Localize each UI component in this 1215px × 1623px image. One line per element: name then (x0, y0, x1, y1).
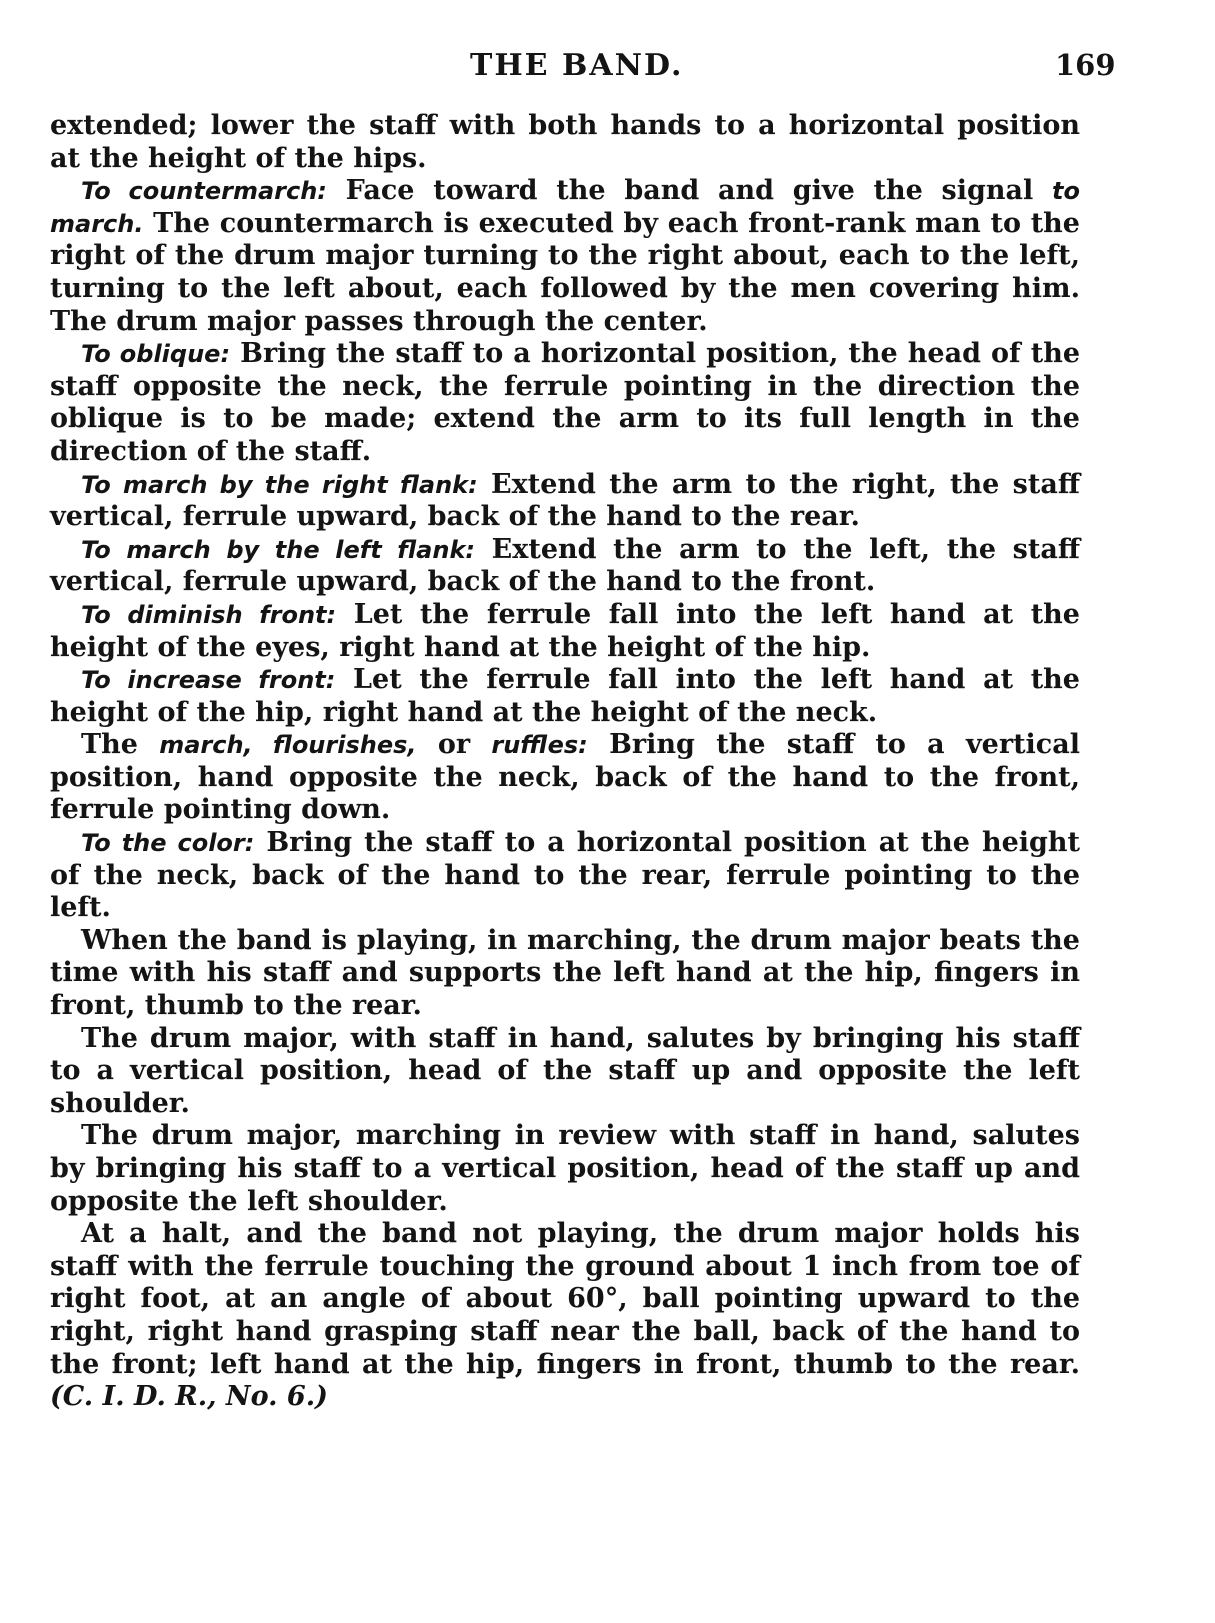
running-title: THE BAND. (470, 48, 684, 83)
paragraph-text: Let the ferrule fall into the left hand at the height of the hip, right hand at the height of the neck. (50, 664, 1080, 728)
command-inline: ruffles: (491, 731, 588, 760)
paragraph-halt (50, 1218, 1080, 1414)
paragraph-text: Face toward the band and give the signal (326, 175, 1053, 207)
paragraph-continued (50, 110, 1080, 175)
command-lead: To increase front: (81, 666, 336, 695)
command-inline: march, flourishes, (159, 731, 417, 760)
paragraph-text: Extend the arm to the left, the staff vertical, ferrule upward, back of the hand to the front. (50, 533, 1080, 598)
command-lead: To the color: (81, 829, 255, 858)
paragraph-flourishes (50, 729, 1080, 827)
paragraph-text: The drum major, marching in review with staff in hand, salutes by bringing his staff to a vertical position, head of the staff up and opposite the left shoulder. (50, 1120, 1080, 1217)
paragraph-beating-time (50, 925, 1080, 1023)
paragraph-text: extended; lower the staff with both hands to a horizontal position at the height of the hips. (50, 110, 1080, 174)
page-header (0, 48, 1215, 84)
paragraph-text: The drum major, with staff in hand, salutes by bringing his staff to a vertical position, head of the staff up and opposite the left shoulder. (50, 1022, 1080, 1119)
paragraph-text: At a halt, and the band not playing, the drum major holds his staff with the ferrule touching the ground about 1 inch from toe of right foot, at an angle of about 60°, ball pointing upward to the right, right hand grasping staff near the ball, back of the hand to the front; left hand at the hip, fingers in front, thumb to the rear. (50, 1218, 1080, 1380)
paragraph-to-the-color (50, 827, 1080, 925)
paragraph-text: Bring the staff to a horizontal position at the height of the neck, back of the hand to the rear, ferrule pointing to the left. (50, 827, 1080, 924)
paragraph-text: Bring the staff to a vertical position, hand opposite the neck, back of the hand to the front, ferrule pointing down. (50, 729, 1080, 826)
command-inline: to march. (50, 177, 1080, 238)
command-lead: To march by the left flank: (81, 535, 476, 564)
paragraph-review-salute (50, 1120, 1080, 1218)
paragraph-text: Let the ferrule fall into the left hand at the height of the eyes, right hand at the height of the hip. (50, 598, 1080, 663)
command-lead: To oblique: (81, 340, 231, 369)
paragraph-salute (50, 1023, 1080, 1121)
paragraph-text: or (416, 729, 492, 761)
paragraph-text: When the band is playing, in marching, the drum major beats the time with his staff and supports the left hand at the hip, fingers in front, thumb to the rear. (50, 924, 1080, 1022)
page-body (50, 110, 1080, 1414)
paragraph-increase-front (50, 664, 1080, 729)
paragraph-text: The countermarch is executed by each front-rank man to the right of the drum major turning to the right about, each to the left, turning to the left about, each followed by the men covering him. The drum major passes through the center. (50, 207, 1080, 337)
paragraph-left-flank (50, 534, 1080, 599)
paragraph-text: Extend the arm to the right, the staff vertical, ferrule upward, back of the hand to the rear. (50, 468, 1080, 533)
paragraph-oblique (50, 338, 1080, 468)
paragraph-diminish-front (50, 599, 1080, 664)
command-lead: To countermarch: (81, 177, 327, 206)
command-lead: To diminish front: (81, 600, 337, 629)
paragraph-text: The (81, 729, 160, 761)
command-lead: To march by the right flank: (81, 470, 478, 499)
paragraph-text: Bring the staff to a horizontal position, the head of the staff opposite the neck, the ferrule pointing in the direction the oblique is to be made; extend the arm to its full length in the direction of the staff. (50, 338, 1080, 467)
page-number: 169 (1055, 48, 1116, 82)
citation: (C. I. D. R., No. 6.) (50, 1381, 328, 1413)
paragraph-right-flank (50, 469, 1080, 534)
paragraph-countermarch (50, 175, 1080, 338)
